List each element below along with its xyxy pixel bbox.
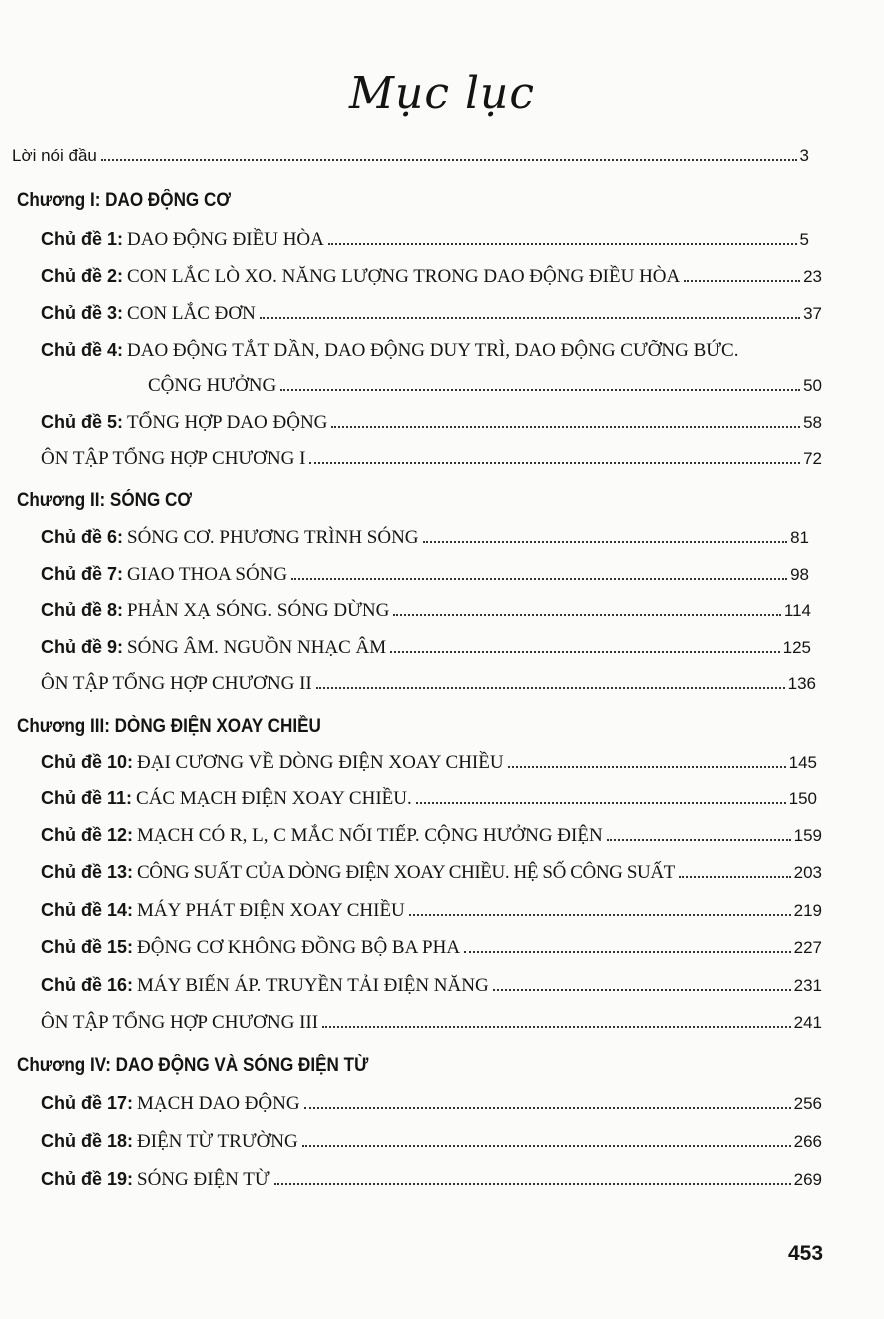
- page-number: 23: [803, 267, 822, 286]
- toc-entry: [41, 564, 809, 594]
- toc-entry-continuation: [148, 375, 822, 405]
- toc-entry: [41, 637, 811, 667]
- page-number: 269: [793, 1170, 822, 1189]
- chapter-review-entry: [41, 1012, 822, 1042]
- dot-leader: [328, 243, 797, 245]
- dot-leader: [393, 614, 781, 616]
- preface-label: Lời nói đầu: [12, 146, 97, 165]
- dot-leader: [260, 317, 800, 319]
- topic-number: Chủ đề 8:: [41, 600, 124, 620]
- topic-title: ĐỘNG CƠ KHÔNG ĐỒNG BỘ BA PHA: [137, 937, 461, 958]
- topic-number: Chủ đề 1:: [41, 229, 124, 249]
- toc-entry: [41, 340, 822, 370]
- topic-number: Chủ đề 16:: [41, 975, 134, 995]
- toc-entry: [41, 900, 822, 930]
- topic-title: MẠCH CÓ R, L, C MẮC NỐI TIẾP. CỘNG HƯỞNG ĐIỆN: [137, 825, 603, 846]
- topic-number: Chủ đề 3:: [41, 303, 124, 323]
- dot-leader: [291, 578, 787, 580]
- toc-entry: [41, 862, 822, 892]
- dot-leader: [390, 651, 779, 653]
- topic-number: Chủ đề 10:: [41, 752, 134, 772]
- page-title: Mục lục: [348, 68, 536, 119]
- review-title: ÔN TẬP TỔNG HỢP CHƯƠNG III: [41, 1012, 319, 1033]
- page-number: 266: [793, 1132, 822, 1151]
- topic-title: TỔNG HỢP DAO ĐỘNG: [127, 412, 328, 433]
- topic-title: DAO ĐỘNG ĐIỀU HÒA: [127, 229, 324, 250]
- page-folio: 453: [788, 1242, 824, 1265]
- chapter-review-entry: [41, 673, 816, 703]
- topic-title: CON LẮC ĐƠN: [127, 303, 256, 324]
- topic-title: MÁY PHÁT ĐIỆN XOAY CHIỀU: [137, 900, 405, 921]
- topic-number: Chủ đề 12:: [41, 825, 134, 845]
- toc-entry: [41, 788, 817, 818]
- chapter-heading: Chương I: DAO ĐỘNG CƠ: [17, 190, 231, 211]
- topic-number: Chủ đề 19:: [41, 1169, 134, 1189]
- dot-leader: [423, 541, 788, 543]
- topic-title: SÓNG CƠ. PHƯƠNG TRÌNH SÓNG: [127, 527, 419, 548]
- topic-number: Chủ đề 2:: [41, 266, 124, 286]
- dot-leader: [280, 389, 800, 391]
- chapter-heading: Chương III: DÒNG ĐIỆN XOAY CHIỀU: [17, 716, 321, 737]
- dot-leader: [409, 914, 791, 916]
- dot-leader: [316, 687, 785, 689]
- topic-number: Chủ đề 5:: [41, 412, 124, 432]
- toc-entry: [41, 975, 822, 1005]
- toc-entry: [41, 937, 822, 967]
- page-number: 256: [793, 1094, 822, 1113]
- toc-entry: [41, 825, 822, 855]
- topic-number: Chủ đề 17:: [41, 1093, 134, 1113]
- topic-title: SÓNG ÂM. NGUỒN NHẠC ÂM: [127, 637, 387, 658]
- topic-number: Chủ đề 4:: [41, 340, 124, 360]
- toc-entry: [41, 303, 822, 333]
- page-number: 5: [799, 230, 809, 249]
- topic-number: Chủ đề 7:: [41, 564, 124, 584]
- dot-leader: [331, 426, 800, 428]
- chapter-review-entry: [41, 448, 822, 478]
- review-title: ÔN TẬP TỔNG HỢP CHƯƠNG II: [41, 673, 312, 694]
- topic-number: Chủ đề 9:: [41, 637, 124, 657]
- page-number: 231: [793, 976, 822, 995]
- preface-row: [12, 146, 809, 176]
- topic-number: Chủ đề 13:: [41, 862, 134, 882]
- page-number: 50: [803, 376, 822, 395]
- page-number: 114: [783, 601, 811, 620]
- toc-entry: [41, 600, 811, 630]
- dot-leader: [416, 802, 786, 804]
- dot-leader: [101, 159, 797, 161]
- page-number: 219: [793, 901, 822, 920]
- dot-leader: [508, 766, 786, 768]
- dot-leader: [607, 839, 791, 841]
- toc-entry: [41, 527, 809, 557]
- toc-entry: [41, 412, 822, 442]
- toc-entry: [41, 229, 809, 259]
- dot-leader: [679, 876, 791, 878]
- page-number: 81: [790, 528, 809, 547]
- page-number: 37: [803, 304, 822, 323]
- dot-leader: [304, 1107, 791, 1109]
- page-number: 145: [788, 753, 817, 772]
- dot-leader: [684, 280, 800, 282]
- dot-leader: [493, 989, 791, 991]
- page-number: 227: [793, 938, 822, 957]
- toc-entry: [41, 1169, 822, 1199]
- page-number: 72: [803, 449, 822, 468]
- page-number: 136: [787, 674, 816, 693]
- chapter-heading: Chương II: SÓNG CƠ: [17, 490, 192, 511]
- dot-leader: [322, 1026, 791, 1028]
- topic-title: DAO ĐỘNG TẮT DẦN, DAO ĐỘNG DUY TRÌ, DAO ĐỘNG CƯỠNG BỨC.: [127, 340, 739, 361]
- page-number: 98: [790, 565, 809, 584]
- topic-title: CÁC MẠCH ĐIỆN XOAY CHIỀU.: [136, 788, 412, 809]
- topic-number: Chủ đề 11:: [41, 788, 133, 808]
- dot-leader: [464, 951, 791, 953]
- topic-title: ĐẠI CƯƠNG VỀ DÒNG ĐIỆN XOAY CHIỀU: [137, 752, 504, 773]
- toc-entry: [41, 1093, 822, 1123]
- chapter-heading: Chương IV: DAO ĐỘNG VÀ SÓNG ĐIỆN TỪ: [17, 1055, 369, 1076]
- toc-entry: [41, 1131, 822, 1161]
- dot-leader: [274, 1183, 791, 1185]
- page-number: 203: [793, 863, 822, 882]
- topic-title: ĐIỆN TỪ TRƯỜNG: [137, 1131, 298, 1152]
- page-number: 3: [799, 146, 809, 165]
- page-number: 159: [793, 826, 822, 845]
- topic-title: GIAO THOA SÓNG: [127, 564, 288, 585]
- topic-number: Chủ đề 18:: [41, 1131, 134, 1151]
- topic-title: MÁY BIẾN ÁP. TRUYỀN TẢI ĐIỆN NĂNG: [137, 975, 489, 996]
- topic-title: SÓNG ĐIỆN TỪ: [137, 1169, 270, 1190]
- toc-entry: [41, 266, 822, 296]
- page-number: 150: [788, 789, 817, 808]
- page-number: 58: [803, 413, 822, 432]
- dot-leader: [309, 462, 800, 464]
- toc-entry: [41, 752, 817, 782]
- topic-title: CON LẮC LÒ XO. NĂNG LƯỢNG TRONG DAO ĐỘNG ĐIỀU HÒA: [127, 266, 681, 287]
- page-number: 125: [782, 638, 811, 657]
- topic-number: Chủ đề 15:: [41, 937, 134, 957]
- topic-title: PHẢN XẠ SÓNG. SÓNG DỪNG: [127, 600, 390, 621]
- topic-title-continuation: CỘNG HƯỞNG: [148, 375, 277, 396]
- page-number: 241: [793, 1013, 822, 1032]
- topic-title: CÔNG SUẤT CỦA DÒNG ĐIỆN XOAY CHIỀU. HỆ SỐ CÔNG SUẤT: [137, 862, 675, 883]
- review-title: ÔN TẬP TỔNG HỢP CHƯƠNG I: [41, 448, 306, 469]
- topic-title: MẠCH DAO ĐỘNG: [137, 1093, 300, 1114]
- dot-leader: [302, 1145, 791, 1147]
- topic-number: Chủ đề 6:: [41, 527, 124, 547]
- topic-number: Chủ đề 14:: [41, 900, 134, 920]
